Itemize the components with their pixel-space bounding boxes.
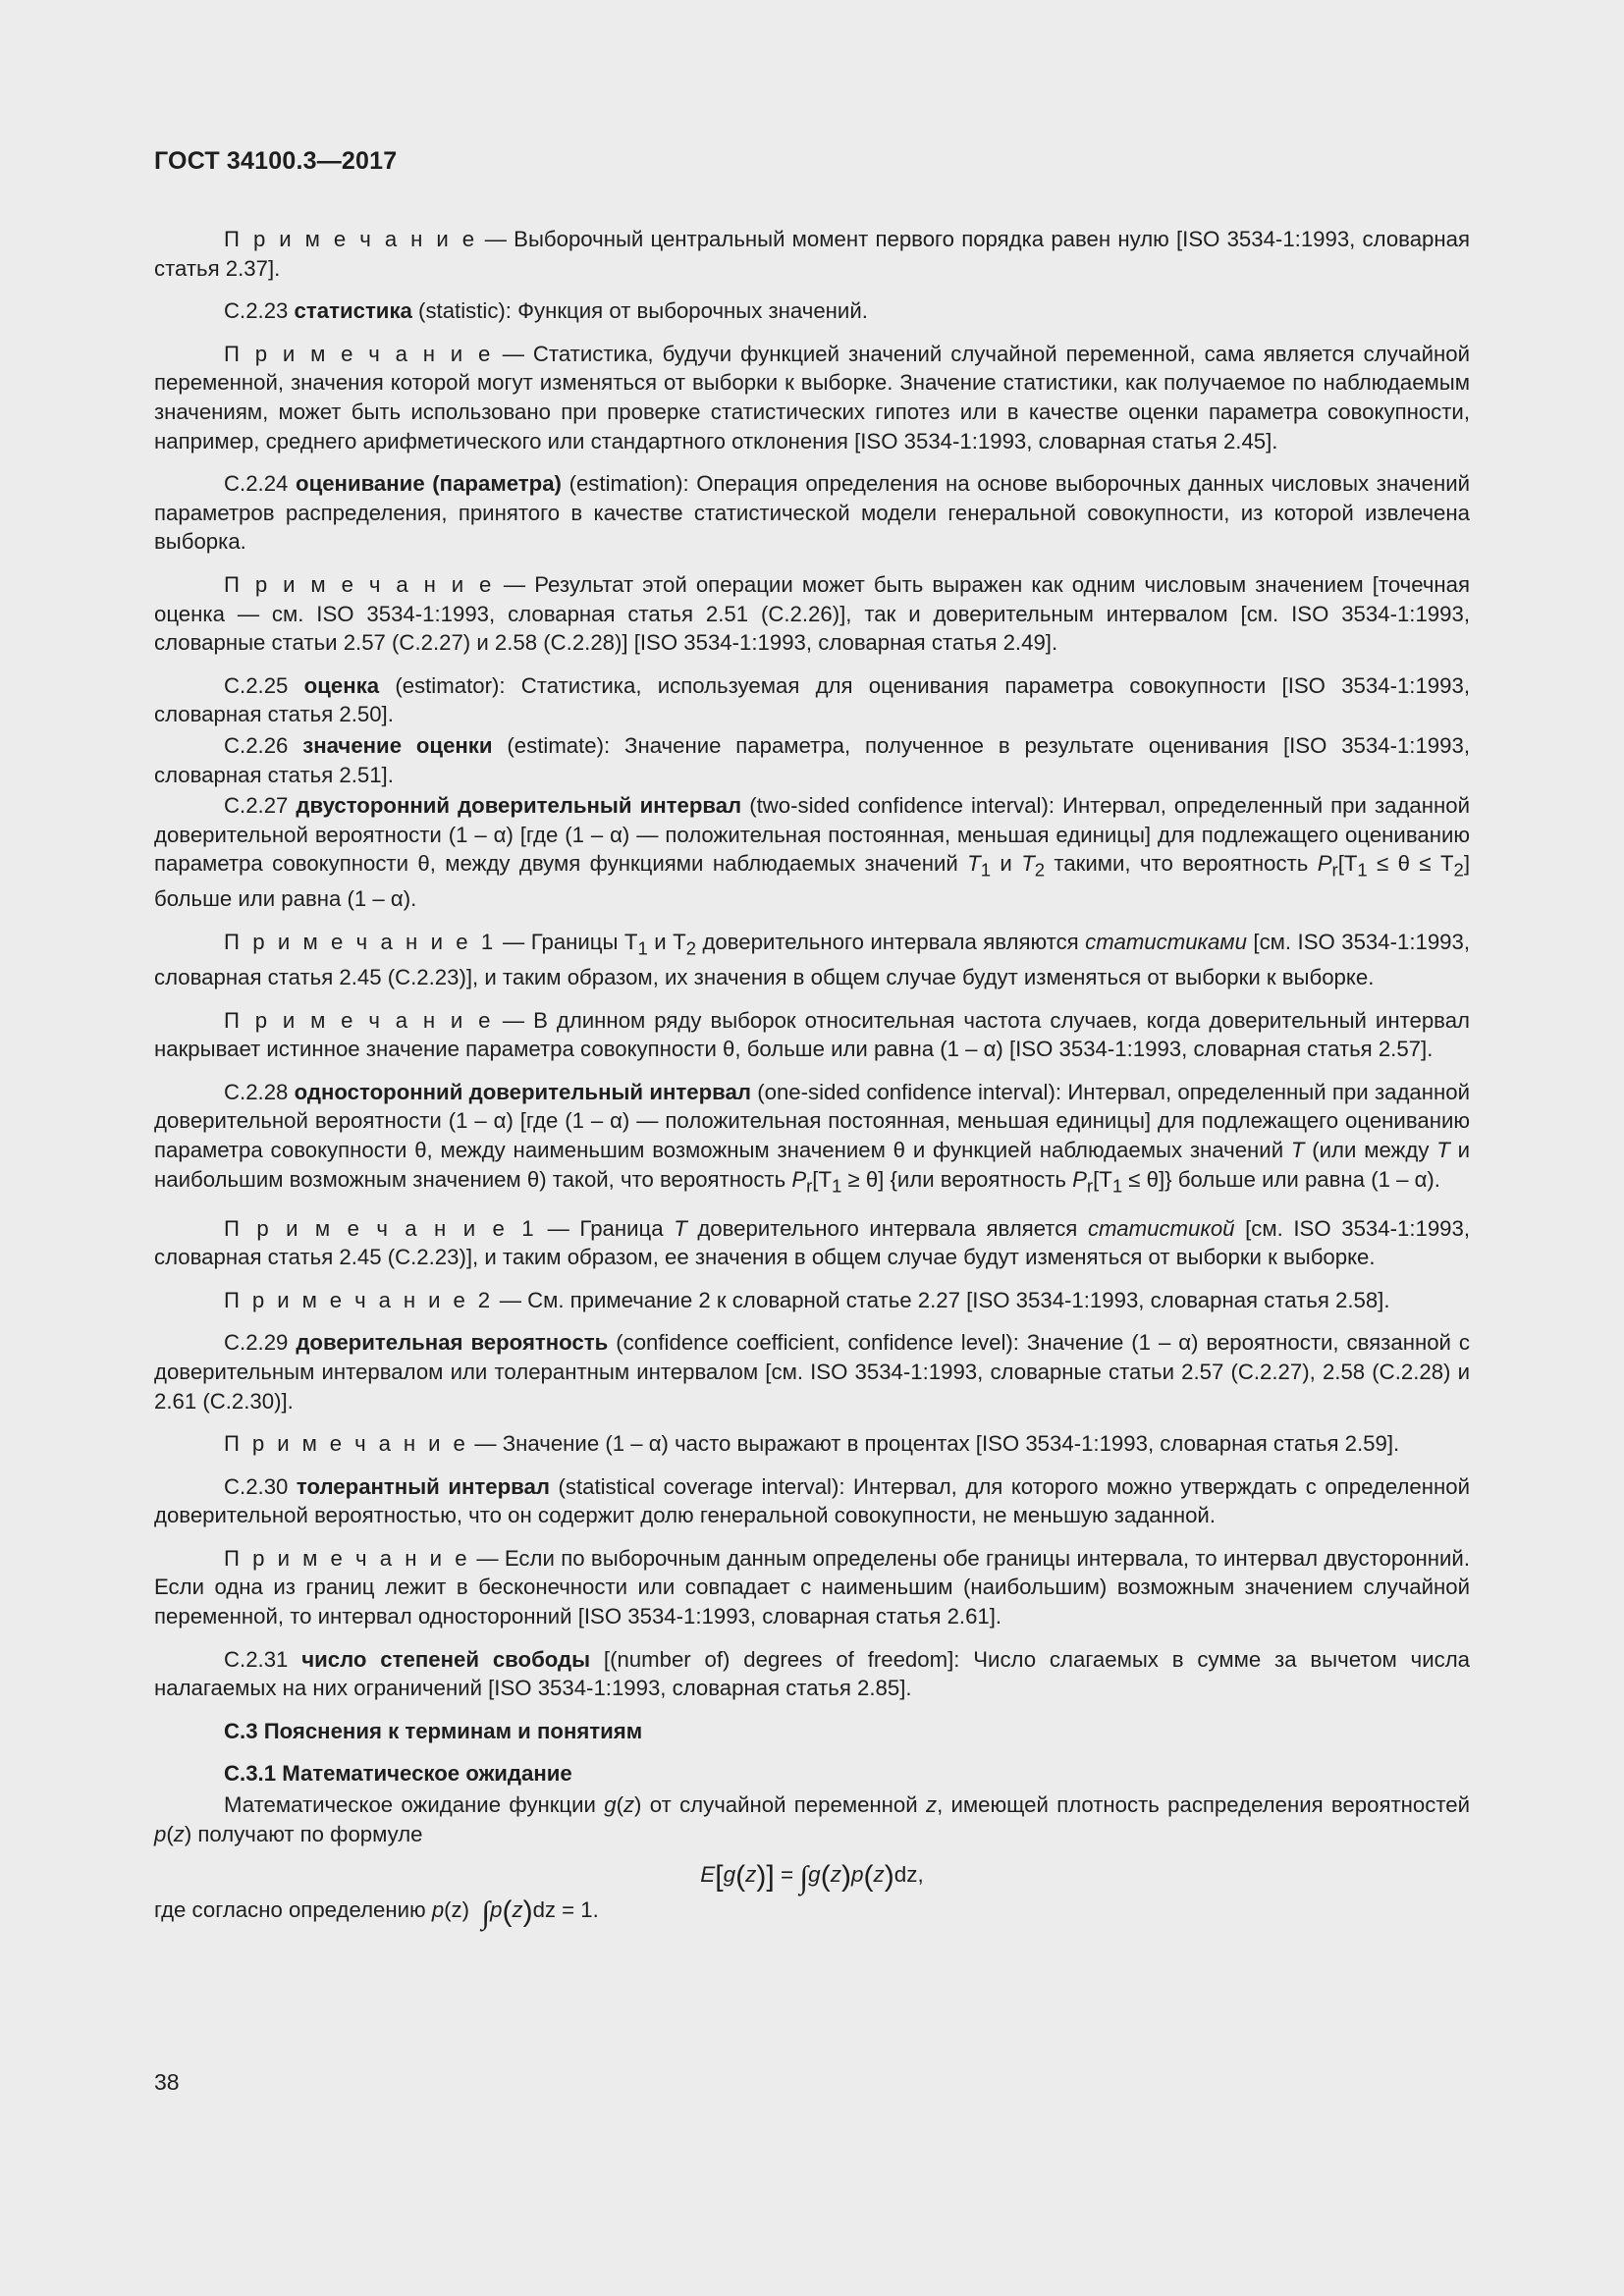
math-symbol: z [745,1862,757,1888]
term-title: оценка [303,672,380,698]
term-definition: (estimator): Статистика, используемая для оценивания параметра совокупности [ISO 3534-1:1993, словарная статья 2.50]. [154,672,1470,727]
math-symbol: T [1436,1137,1450,1162]
math-expression: dz, [893,1862,924,1888]
term-number: С.2.29 [224,1330,297,1356]
term-definition: (estimate): Значение параметра, полученное в результате оценивания [ISO 3534-1:1993, словарная статья 2.51]. [154,732,1470,787]
note-text: — Выборочный центральный момент первого порядка равен нулю [ISO 3534-1:1993, словарная статья 2.37]. [154,227,1470,281]
note-text: — В длинном ряду выборок относительная частота случаев, когда доверительный интервал накрывает истинное значение параметра совокупности θ, больше или равна (1 – α) [ISO 3534-1:1993, словарная статья 2.57]. [154,1007,1470,1062]
definition-paragraph: где согласно определению p(z) ∫p(z)dz = 1. [154,1895,599,1931]
term-title: значение оценки [302,732,493,758]
term-definition: (confidence coefficient, confidence level): Значение (1 – α) вероятности, связанной с доверительным интервалом или толерантным интервалом [см. ISO 3534-1:1993, словарные статьи 2.57 (С.2.27), 2.58 (С.2.28) и 2.61 (С.2.30)]. [154,1330,1470,1414]
note-paragraph [154,340,1470,455]
math-symbol: z [173,1821,185,1846]
note-paragraph [154,225,1470,283]
note-text: — См. примечание 2 к словарной статье 2.27 [ISO 3534-1:1993, словарная статья 2.58]. [493,1287,1390,1312]
term-c-2-23 [154,296,1470,326]
math-symbol: P [1317,851,1332,877]
term-number: С.2.24 [224,471,297,497]
note-text: — Значение (1 – α) часто выражают в процентах [ISO 3534-1:1993, словарная статья 2.59]. [468,1431,1400,1457]
term-c-2-25 [154,671,1470,729]
math-expression: [T [1093,1166,1112,1192]
note-label: П р и м е ч а н и е 1 [224,1215,538,1241]
math-symbol: g [723,1862,736,1888]
term-c-2-24 [154,469,1470,557]
note-emphasis: статистиками [1085,929,1247,954]
note-text: [см. ISO 3534-1:1993, словарная статья 2.45 (С.2.23)], и таким образом, их значения в общем случае будут изменяться от выборки к выборке. [154,929,1471,989]
section-heading-c3: С.3 Пояснения к терминам и понятиям [224,1718,643,1743]
note-label: П р и м е ч а н и е [224,1431,469,1457]
math-symbol: E [700,1862,716,1888]
math-expression: dz = 1. [532,1897,599,1923]
math-expression: (z) [444,1897,470,1923]
math-expression: ≤ θ] [1122,1166,1165,1192]
math-symbol: p [850,1862,864,1888]
section-heading-c3-1: С.3.1 Математическое ожидание [224,1761,572,1787]
term-title: толерантный интервал [296,1473,550,1499]
term-number: С.2.28 [224,1079,295,1104]
note-text: доверительного интервала является [686,1215,1088,1241]
math-symbol: P [791,1166,807,1192]
term-definition: (statistical coverage interval): Интервал, для которого можно утверждать с определенной доверительной вероятностью, что он содержит долю генеральной совокупности, не меньшую заданной. [154,1473,1470,1528]
math-symbol: P [1072,1166,1087,1192]
document-body [154,225,1471,1931]
math-symbol: g [604,1792,617,1818]
term-definition: и [991,851,1022,877]
math-symbol: z [925,1792,938,1818]
math-symbol: z [512,1897,523,1923]
note-label: П р и м е ч а н и е [224,341,494,366]
term-definition: (one-sided confidence interval): Интервал, определенный при заданной доверительной вероятности (1 – α) [где (1 – α) — положительная постоянная, меньшая единицы] для подлежащего оцениванию параметра совокупности θ, между наименьшим возможным значением θ и функцией наблюдаемых значений [154,1079,1470,1162]
term-definition: (estimation): Операция определения на основе выборочных данных числовых значений параметров распределения, принятого в качестве статистической модели генеральной совокупности, из которой извлечена выборка. [154,471,1470,555]
note-paragraph [154,1544,1470,1631]
page-number: 38 [154,2069,180,2095]
math-symbol: p [490,1897,503,1923]
expectation-formula: E[g(z)] = ∫g(z)p(z)dz, [700,1859,924,1896]
document-code-header: ГОСТ 34100.3—2017 [154,147,398,175]
math-subscript: 2 [1453,859,1464,881]
math-subscript: 1 [980,859,992,881]
math-subscript: 1 [1357,859,1368,881]
note-label: П р и м е ч а н и е [224,1545,470,1571]
expectation-paragraph: Математическое ожидание функции g(z) от случайной переменной z, имеющей плотность распределения вероятностей p(z) получают по формуле [154,1792,1470,1846]
term-number: С.2.27 [224,793,297,819]
math-symbol: z [873,1862,885,1888]
math-subscript: 1 [637,937,648,959]
term-definition: такими, что вероятность [1045,851,1318,877]
note-label: П р и м е ч а н и е 1 [224,929,497,954]
term-definition: (statistic): Функция от выборочных значений. [411,298,868,324]
math-subscript: 2 [685,937,696,959]
math-subscript: 1 [832,1174,842,1196]
term-c-2-30 [154,1472,1470,1530]
math-symbol: z [830,1862,841,1888]
term-c-2-26 [154,731,1470,789]
math-expression: ] [1463,851,1470,877]
term-number: С.2.25 [224,672,304,698]
note-label: П р и м е ч а н и е [224,227,478,251]
term-title: оценивание (параметра) [296,471,562,497]
math-subscript: r [806,1174,813,1196]
note-paragraph [154,1429,1470,1459]
term-definition: и наибольшим возможным значением θ) такой, что вероятность [154,1137,1471,1192]
note-paragraph [154,570,1470,658]
math-symbol: T [674,1215,687,1241]
note-text: — Статистика, будучи функцией значений случайной переменной, сама является случайной переменной, значения которой могут изменяться от выборки к выборке. Значение статистики, как получаемое по наблюдаемым значениям, может быть использовано при проверке статистических гипотез или в качестве оценки параметра совокупности, например, среднего арифметического или стандартного отклонения [ISO 3534-1:1993, словарная статья 2.45]. [154,341,1470,454]
note-text: доверительного интервала являются [695,929,1086,954]
term-definition: [(number of) degrees of freedom]: Число слагаемых в сумме за вычетом числа налагаемых на них ограничений [ISO 3534-1:1993, словарная статья 2.85]. [154,1646,1470,1701]
math-expression: [T [1337,851,1358,877]
note-label: П р и м е ч а н и е [224,1007,494,1033]
math-operator: = [774,1862,800,1888]
term-number: С.2.30 [224,1473,297,1499]
math-symbol: T [1021,851,1035,877]
math-subscript: 1 [1111,1174,1123,1196]
note-text: и Т [647,929,686,954]
note-paragraph [154,1006,1470,1064]
math-expression: ≥ θ] [841,1166,885,1192]
note-label: П р и м е ч а н и е [224,571,495,597]
body-text: , имеющей плотность распределения вероятностей [937,1792,1470,1818]
note-1-paragraph [154,928,1470,992]
note-text: — Граница [537,1215,675,1241]
integral-sign: ∫ [799,1859,809,1896]
math-symbol: z [623,1792,635,1818]
term-number: С.2.23 [224,298,295,324]
note-emphasis: статистикой [1087,1215,1235,1241]
term-definition: (или между [1304,1137,1437,1162]
note-text: — Границы Т [496,929,638,954]
note-label: П р и м е ч а н и е 2 [224,1287,494,1312]
note-text: [см. ISO 3534-1:1993, словарная статья 2.45 (С.2.23)], и таким образом, ее значения в общем случае будут изменяться от выборки к выборке. [154,1215,1471,1270]
math-expression: ≤ θ ≤ T [1367,851,1454,877]
term-definition: больше или равна (1 – α). [154,886,417,912]
term-definition: (two-sided confidence interval): Интервал, определенный при заданной доверительной вероятности (1 – α) [где (1 – α) — положительная постоянная, меньшая единицы] для подлежащего оцениванию параметра совокупности θ, между двумя функциями наблюдаемых значений [154,793,1471,877]
body-text: от случайной переменной [641,1792,926,1818]
body-text: получают по формуле [191,1821,423,1846]
term-number: С.2.31 [224,1646,302,1672]
term-c-2-31 [154,1645,1470,1703]
term-title: статистика [294,298,412,324]
math-symbol: p [431,1897,445,1923]
term-c-2-28 [154,1078,1470,1201]
note-text: — Результат этой операции может быть выражен как одним числовым значением [точечная оценка — см. ISO 3534-1:1993, словарная статья 2.51 (С.2.26)], так и доверительным интервалом [см. ISO 3534-1:1993, словарные статьи 2.57 (С.2.27) и 2.58 (С.2.28)] [ISO 3534-1:1993, словарная статья 2.49]. [154,571,1470,656]
term-title: доверительная вероятность [296,1330,609,1356]
term-title: двусторонний доверительный интервал [296,793,742,819]
math-subscript: r [1331,859,1338,881]
math-symbol: T [1290,1137,1305,1162]
term-c-2-29 [154,1328,1470,1415]
math-subscript: r [1086,1174,1094,1196]
term-title: число степеней свободы [301,1646,591,1672]
body-text: где согласно определению [154,1897,432,1923]
body-text: Математическое ожидание функции [224,1792,605,1818]
math-symbol: g [808,1862,821,1888]
math-symbol: p [154,1821,167,1846]
integral-sign: ∫ [481,1895,491,1931]
term-title: односторонний доверительный интервал [294,1079,751,1104]
math-symbol: T [967,851,981,877]
note-2-paragraph [154,1286,1470,1315]
term-definition: {или вероятность [884,1166,1073,1192]
term-number: С.2.26 [224,732,303,758]
term-c-2-27 [154,791,1470,914]
note-1-paragraph [154,1214,1470,1272]
term-definition: } больше или равна (1 – α). [1164,1166,1440,1192]
math-expression: [T [812,1166,833,1192]
math-subscript: 2 [1034,859,1046,881]
note-text: — Если по выборочным данным определены обе границы интервала, то интервал двусторонний. Если одна из границ лежит в бесконечности или совпадает с наименьшим (наибольшим) возможным значением случайной переменной, то интервал односторонний [ISO 3534-1:1993, словарная статья 2.61]. [154,1545,1470,1629]
